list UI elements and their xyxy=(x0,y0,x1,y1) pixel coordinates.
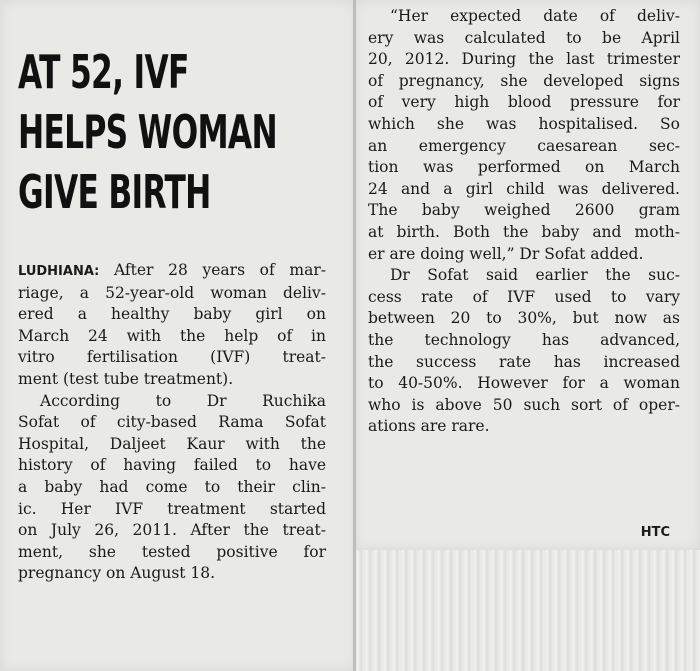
body-line: on July 26, 2011. After the treat- xyxy=(18,521,326,540)
headline-line: GIVE BIRTH xyxy=(18,165,211,219)
body-line: er are doing well,” Dr Sofat added. xyxy=(368,244,644,263)
body-line: which she was hospitalised. So xyxy=(368,114,680,133)
body-line: 20, 2012. During the last trimester xyxy=(368,50,680,69)
left-column xyxy=(18,260,326,585)
body-line: to 40-50%. However for a woman xyxy=(368,374,680,393)
body-line: of pregnancy, she developed signs xyxy=(368,71,680,90)
body-line: the success rate has increased xyxy=(368,352,680,371)
body-line: The baby weighed 2600 gram xyxy=(368,201,680,220)
body-line: ic. Her IVF treatment started xyxy=(18,499,326,518)
blank-area xyxy=(355,550,700,671)
body-line: Dr Sofat said earlier the suc- xyxy=(390,266,680,285)
body-line: the technology has advanced, xyxy=(368,330,680,349)
body-line: ment, she tested positive for xyxy=(18,542,326,561)
body-line xyxy=(18,260,326,283)
body-line: Sofat of city-based Rama Sofat xyxy=(18,413,326,432)
headline-line: AT 52, IVF xyxy=(18,45,189,99)
body-line: at birth. Both the baby and moth- xyxy=(368,222,680,241)
body-line: a baby had come to their clin- xyxy=(18,477,326,496)
body-line: an emergency caesarean sec- xyxy=(368,136,680,155)
body-line: “Her expected date of deliv- xyxy=(390,7,680,25)
body-line: history of having failed to have xyxy=(18,456,326,475)
body-line: riage, a 52-year-old woman deliv- xyxy=(18,283,326,302)
body-line: ment (test tube treatment). xyxy=(18,369,234,388)
body-line: tion was performed on March xyxy=(368,158,680,177)
headline xyxy=(18,42,277,222)
headline-line: HELPS WOMAN xyxy=(18,105,277,159)
clipping-divider xyxy=(353,0,356,671)
body-line: ered a healthy baby girl on xyxy=(18,305,326,324)
body-line: of very high blood pressure for xyxy=(368,93,680,112)
body-line: March 24 with the help of in xyxy=(18,326,326,345)
body-line: ery was calculated to be April xyxy=(368,28,680,47)
right-column xyxy=(368,6,680,438)
body-line: ations are rare. xyxy=(368,417,490,436)
body-line: 24 and a girl child was delivered. xyxy=(368,179,680,198)
body-line: who is above 50 such sort of oper- xyxy=(368,395,680,414)
body-text: After 28 years of mar- xyxy=(113,261,326,279)
body-line: between 20 to 30%, but now as xyxy=(368,309,680,328)
body-line: cess rate of IVF used to vary xyxy=(368,287,680,306)
body-line: pregnancy on August 18. xyxy=(18,564,216,583)
body-line: Hospital, Daljeet Kaur with the xyxy=(18,434,326,453)
dateline: LUDHIANA: xyxy=(18,264,100,279)
agency-credit: HTC xyxy=(640,525,670,540)
body-line: According to Dr Ruchika xyxy=(40,391,326,410)
body-line: vitro fertilisation (IVF) treat- xyxy=(18,348,326,367)
